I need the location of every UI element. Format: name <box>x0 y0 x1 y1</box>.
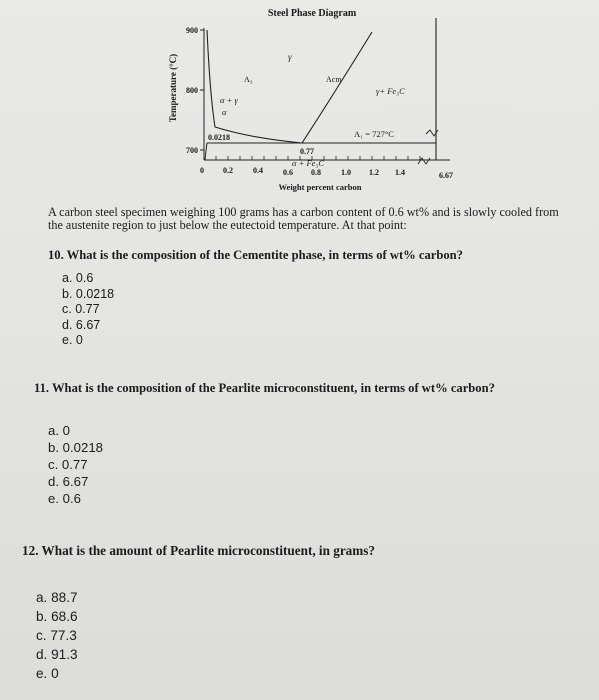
alpha-boundary <box>205 143 207 160</box>
steel-phase-diagram <box>150 0 490 200</box>
option-11-a[interactable]: a. 0 <box>48 423 70 438</box>
option-11-b[interactable]: b. 0.0218 <box>48 440 103 455</box>
label-alpha-fe3c: α + Fe₃C <box>292 158 325 168</box>
option-12-e[interactable]: e. 0 <box>36 666 59 681</box>
y-axis-label: Temperature (°C) <box>168 53 178 123</box>
option-11-d[interactable]: d. 6.67 <box>48 474 89 489</box>
a3-line <box>207 30 302 143</box>
x-tick-0: 0 <box>200 166 204 175</box>
label-alpha: α <box>222 107 227 117</box>
option-10-e[interactable]: e. 0 <box>62 333 83 347</box>
question-11-options <box>48 422 103 507</box>
option-10-c[interactable]: c. 0.77 <box>62 302 100 316</box>
x-tick-0-6: 0.6 <box>283 168 293 177</box>
y-tick-700: 700 <box>186 146 198 155</box>
option-12-c[interactable]: c. 77.3 <box>36 628 77 643</box>
label-gamma-fe3c: γ+ Fe₃C <box>376 86 405 96</box>
x-tick-0-8: 0.8 <box>311 168 321 177</box>
x-tick-0-4: 0.4 <box>253 166 263 175</box>
x-tick-1-2: 1.2 <box>369 168 379 177</box>
label-0-0218: 0.0218 <box>208 133 230 142</box>
y-tick-900: 900 <box>186 26 198 35</box>
acm-line <box>302 32 372 143</box>
problem-statement: A carbon steel specimen weighing 100 grams has a carbon content of 0.6 wt% and is slowly cooled from the austenite region to just below the eutectoid temperature. At that point: <box>48 205 559 232</box>
label-0-77: 0.77 <box>300 147 314 156</box>
label-a3: A₃ <box>244 75 253 84</box>
option-11-c[interactable]: c. 0.77 <box>48 457 88 472</box>
y-tick-800: 800 <box>186 86 198 95</box>
x-end-label: 6.67 <box>439 171 453 180</box>
option-11-e[interactable]: e. 0.6 <box>48 491 81 506</box>
option-12-a[interactable]: a. 88.7 <box>36 590 78 605</box>
x-tick-1-4: 1.4 <box>395 168 405 177</box>
option-10-d[interactable]: d. 6.67 <box>62 317 101 332</box>
question-10-options <box>62 271 114 349</box>
label-alpha-gamma: α + γ <box>220 95 238 105</box>
label-gamma: γ <box>288 52 292 62</box>
diagram-title: Steel Phase Diagram <box>267 8 357 19</box>
question-12: 12. What is the amount of Pearlite microconstituent, in grams? <box>22 543 375 558</box>
label-a1: A₁ = 727°C <box>354 129 394 139</box>
label-acm: Acm <box>326 75 342 84</box>
question-12-options <box>36 588 78 683</box>
option-12-b[interactable]: b. 68.6 <box>36 609 78 624</box>
x-axis-label: Weight percent carbon <box>278 182 362 192</box>
question-11: 11. What is the composition of the Pearlite microconstituent, in terms of wt% carbon? <box>34 381 495 395</box>
x-tick-1-0: 1.0 <box>341 168 351 177</box>
option-12-d[interactable]: d. 91.3 <box>36 647 78 662</box>
question-10: 10. What is the composition of the Cementite phase, in terms of wt% carbon? <box>48 248 463 262</box>
x-tick-0-2: 0.2 <box>223 166 233 175</box>
option-10-a[interactable]: a. 0.6 <box>62 271 94 285</box>
option-10-b[interactable]: b. 0.0218 <box>62 286 115 301</box>
